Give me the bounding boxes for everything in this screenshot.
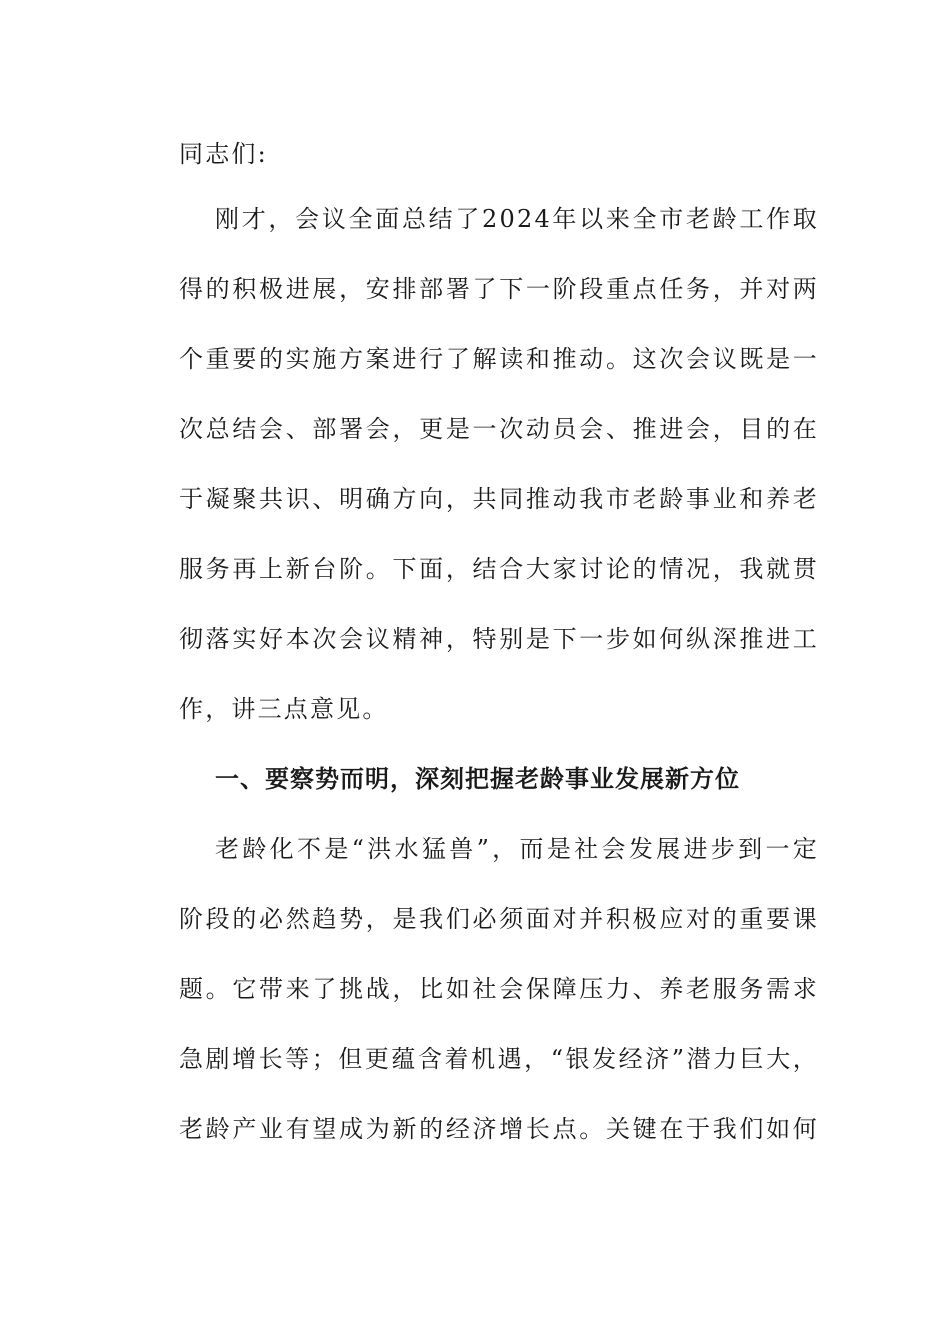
section-1-heading: 一、要察势而明，深刻把握老龄事业发展新方位 (215, 765, 740, 793)
paragraph-2-line-3: 题。它带来了挑战，比如社会保障压力、养老服务需求 (179, 975, 819, 1003)
paragraph-1-line-6: 服务再上新台阶。下面，结合大家讨论的情况，我就贯 (179, 555, 819, 583)
paragraph-2-line-4: 急剧增长等；但更蕴含着机遇，“银发经济”潜力巨大， (179, 1045, 819, 1073)
paragraph-2-line-1: 老龄化不是“洪水猛兽”，而是社会发展进步到一定 (215, 835, 819, 863)
salutation: 同志们: (179, 140, 268, 168)
paragraph-1-line-5: 于凝聚共识、明确方向，共同推动我市老龄事业和养老 (179, 485, 819, 513)
paragraph-1-line-2: 得的积极进展，安排部署了下一阶段重点任务，并对两 (179, 275, 819, 303)
paragraph-1-line-4: 次总结会、部署会，更是一次动员会、推进会，目的在 (179, 415, 819, 443)
paragraph-1-line-7: 彻落实好本次会议精神，特别是下一步如何纵深推进工 (179, 625, 819, 653)
paragraph-1-line-3: 个重要的实施方案进行了解读和推动。这次会议既是一 (179, 345, 819, 373)
paragraph-2-line-2: 阶段的必然趋势，是我们必须面对并积极应对的重要课 (179, 905, 819, 933)
paragraph-2-line-5: 老龄产业有望成为新的经济增长点。关键在于我们如何 (179, 1115, 819, 1143)
paragraph-1-line-1: 刚才，会议全面总结了2024年以来全市老龄工作取 (215, 205, 819, 233)
paragraph-1-line-8: 作，讲三点意见。 (179, 695, 389, 723)
